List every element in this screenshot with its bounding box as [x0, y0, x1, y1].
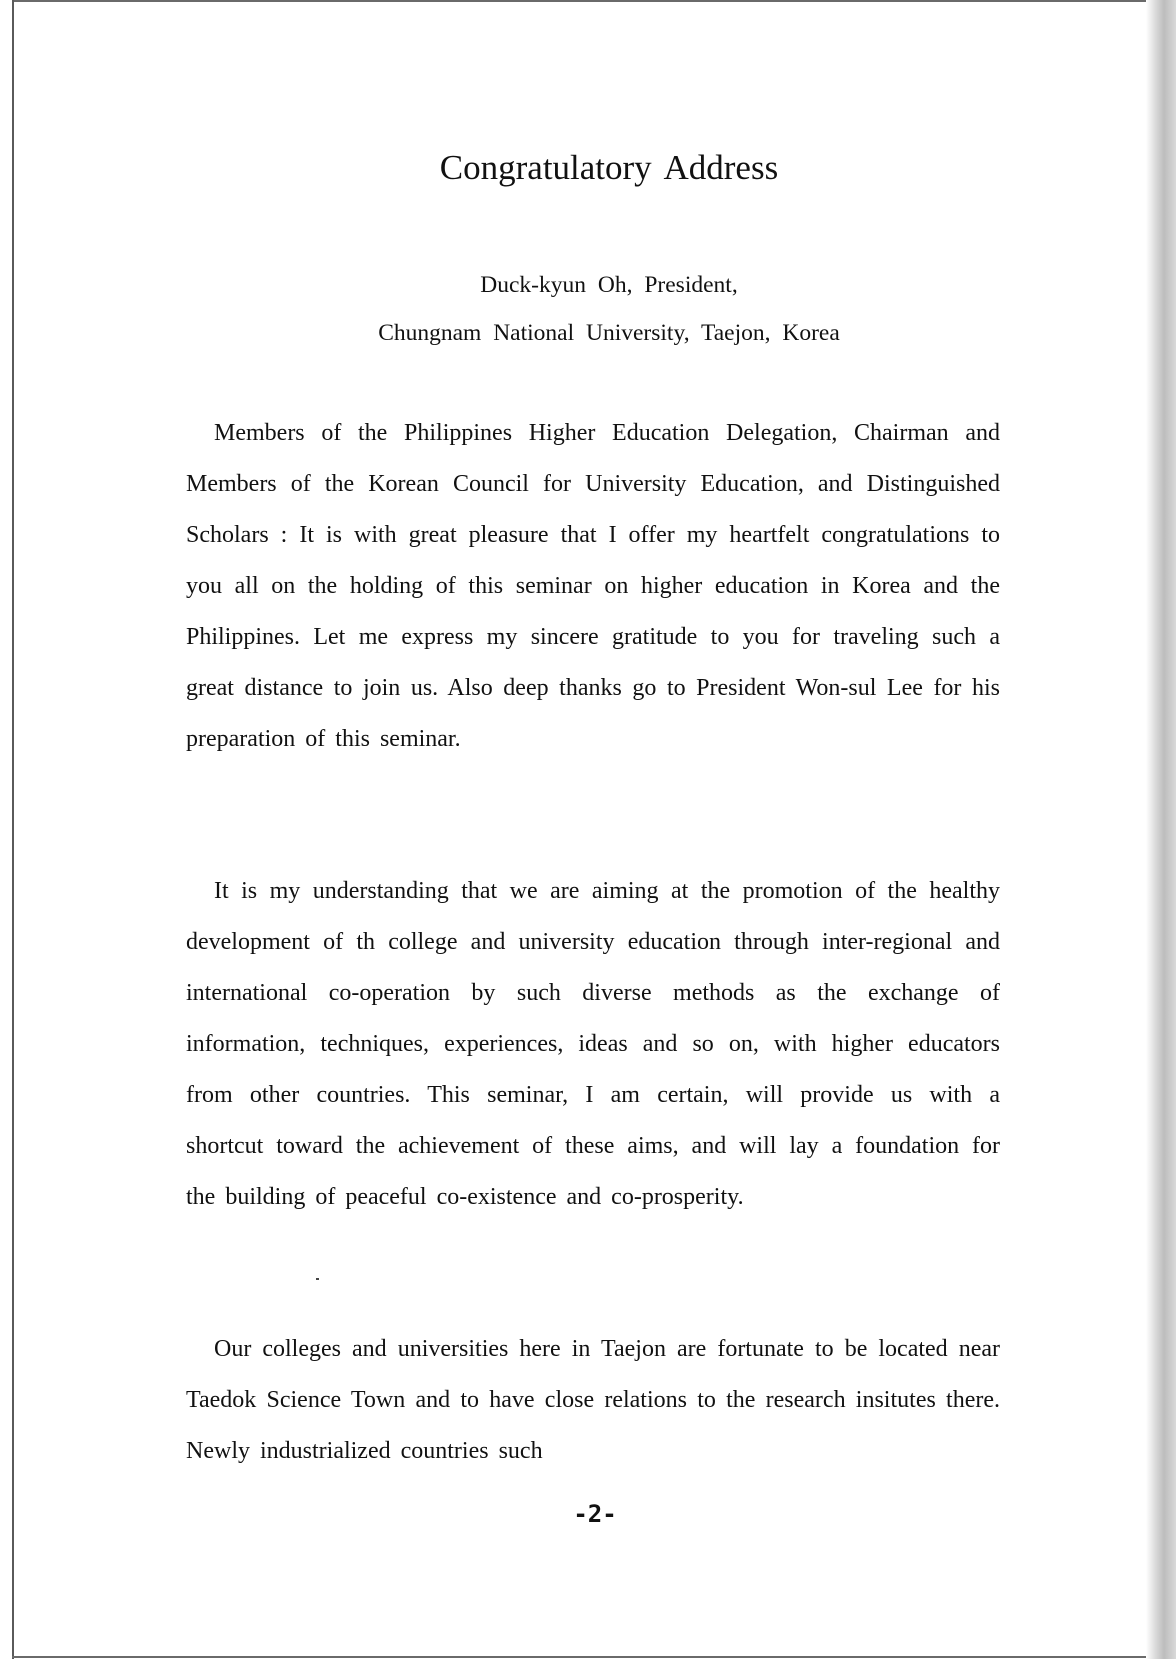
body-paragraph-2: It is my understanding that we are aiming at the promotion of the healthy development of th college and university education through inter-regional and international co-operation by such diverse methods as the exchange of information, techniques, experiences, ideas and so on, with higher educators from other countries. This seminar, I am certain, will provide us with a shortcut toward the achievement of these aims, and will lay a foundation for the building of peaceful co-existence and co-prosperity.	[186, 878, 1000, 1210]
author-line: Duck-kyun Oh, President,	[480, 272, 738, 298]
page-shadow-right	[1146, 0, 1176, 1659]
page-border-left	[12, 0, 14, 1659]
page-title: Congratulatory Address	[439, 148, 779, 187]
affiliation-line: Chungnam National University, Taejon, Korea	[378, 320, 840, 346]
page-border-top	[12, 0, 1158, 2]
page-border-bottom	[12, 1656, 1158, 1658]
body-paragraph-3: Our colleges and universities here in Taejon are fortunate to be located near Taedok Science Town and to have close relations to the research insitutes there. Newly industrialized countries such	[186, 1336, 1000, 1464]
scan-speck	[316, 1278, 319, 1280]
page-number: -2-	[573, 1500, 617, 1528]
body-paragraph-1: Members of the Philippines Higher Education Delegation, Chairman and Members of the Korean Council for University Education, and Distinguished Scholars : It is with great pleasure that I offer my heartfelt congratulations to you all on the holding of this seminar on higher education in Korea and the Philippines. Let me express my sincere gratitude to you for traveling such a great distance to join us. Also deep thanks go to President Won-sul Lee for his preparation of this seminar.	[186, 420, 1000, 752]
